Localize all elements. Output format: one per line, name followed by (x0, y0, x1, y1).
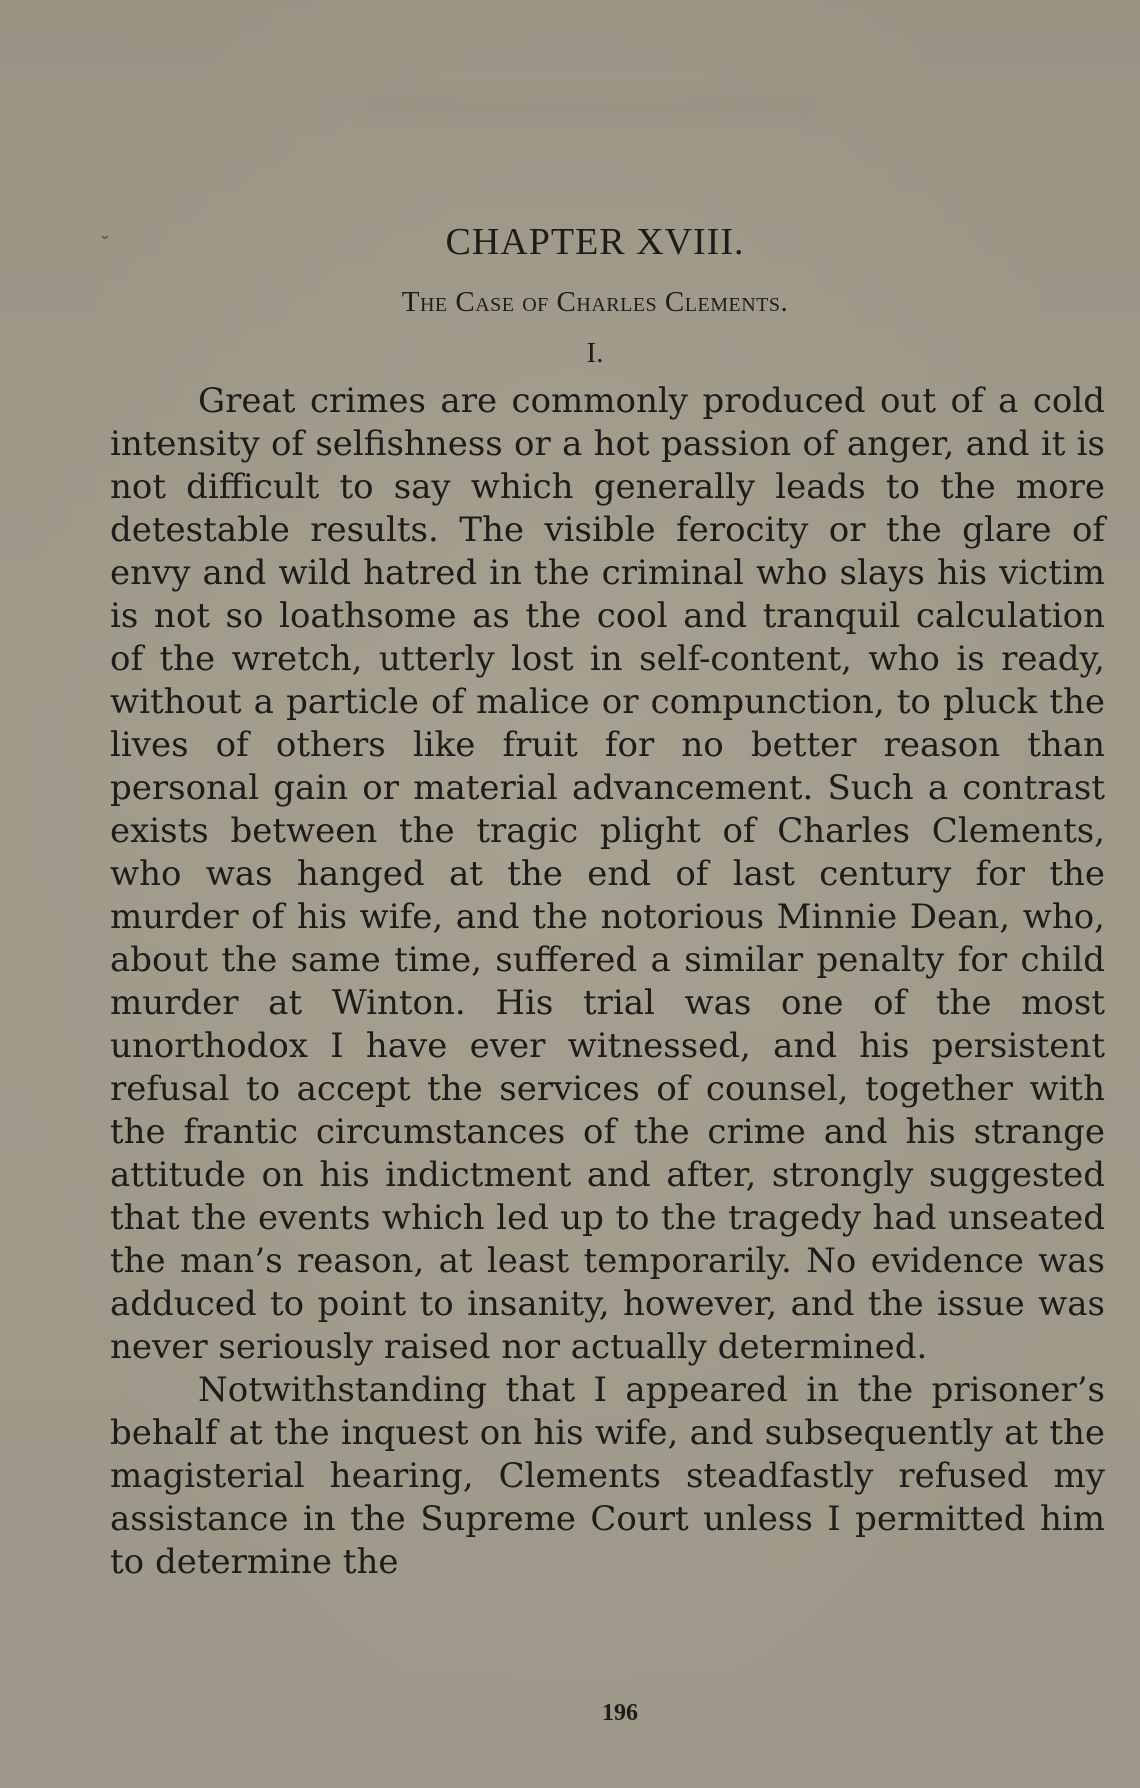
chapter-title: The Case of Charles Clements. (401, 286, 789, 318)
section-number: I. (586, 337, 604, 369)
paragraph: Notwithstanding that I appeared in the prisoner’s behalf at the inquest on his wife, and subsequently at the magisterial hearing, Clements steadfastly refused my assistance in the Supreme Court unless I permitted him to determine the (110, 1370, 1105, 1582)
margin-mark: ˘ (100, 232, 110, 256)
chapter-heading: CHAPTER XVIII. (445, 221, 745, 263)
body-text (110, 380, 1105, 1584)
paragraph: Great crimes are commonly produced out of a cold intensity of selfishness or a hot passion of anger, and it is not difficult to say which generally leads to the more detestable results. The visible ferocity or the glare of envy and wild hatred in the criminal who slays his victim is not so loathsome as the cool and tranquil calculation of the wretch, utterly lost in self-content, who is ready, without a particle of malice or compunction, to pluck the lives of others like fruit for no better reason than personal gain or material advancement. Such a contrast exists between the tragic plight of Charles Clements, who was hanged at the end of last century for the murder of his wife, and the notorious Minnie Dean, who, about the same time, suffered a similar penalty for child murder at Winton. His trial was one of the most unorthodox I have ever witnessed, and his persistent refusal to accept the services of counsel, together with the frantic circumstances of the crime and his strange attitude on his indictment and after, strongly suggested that the events which led up to the tragedy had unseated the man’s reason, at least temporarily. No evidence was adduced to point to insanity, however, and the issue was never seriously raised nor actually determined. (110, 381, 1105, 1367)
bleed-through-shadow (360, 95, 820, 119)
page-number: 196 (602, 1700, 638, 1726)
